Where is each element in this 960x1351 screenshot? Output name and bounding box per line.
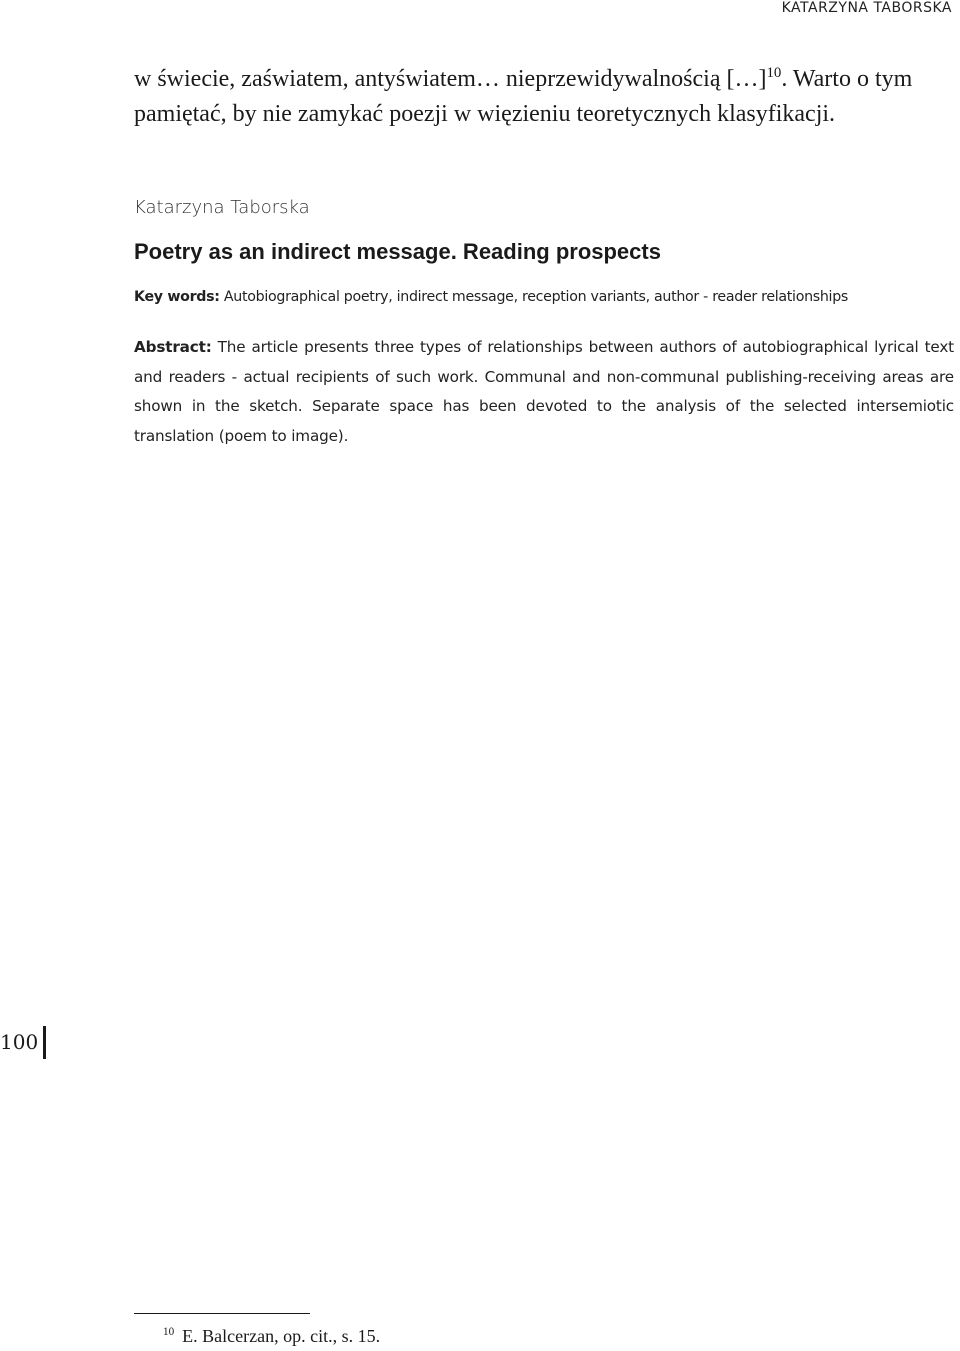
page-number: 100 [0,1030,39,1054]
keywords-label: Key words: [134,289,220,305]
footnote-text: E. Balcerzan, op. cit., s. 15. [182,1326,381,1346]
footnote-marker: 10 [163,1326,175,1338]
keywords [134,289,954,305]
keywords-text: Autobiographical poetry, indirect message, reception variants, author - reader relationships [223,289,848,305]
abstract-text: The article presents three types of relationships between authors of autobiographical lyrical text and readers - actual recipients of such work. Communal and non-communal publishing-receiving areas are shown in the sketch. Separate space has been devoted to the analysis of the selected intersemiotic translation (poem to image). [134,338,954,445]
body-line-2-text: pamiętać, by nie zamykać poezji w więzieniu teoretycznych klasyfikacji. [134,101,836,127]
body-line-1-text: w świecie, zaświatem, antyświatem… nieprzewidywalnością […] [134,66,767,92]
footnote-divider [134,1313,310,1314]
body-paragraph [134,62,960,132]
article-title: Poetry as an indirect message. Reading prospects [134,239,661,264]
abstract [134,333,954,451]
footnote [163,1326,380,1347]
abstract-label: Abstract: [134,338,212,356]
article-author: Katarzyna Taborska [134,197,310,218]
footnote-reference[interactable]: 10 [766,65,782,81]
running-header: KATARZYNA TABORSKA [781,0,952,16]
page-number-divider [43,1026,46,1059]
body-line-1-continuation: . Warto o tym [781,66,913,92]
